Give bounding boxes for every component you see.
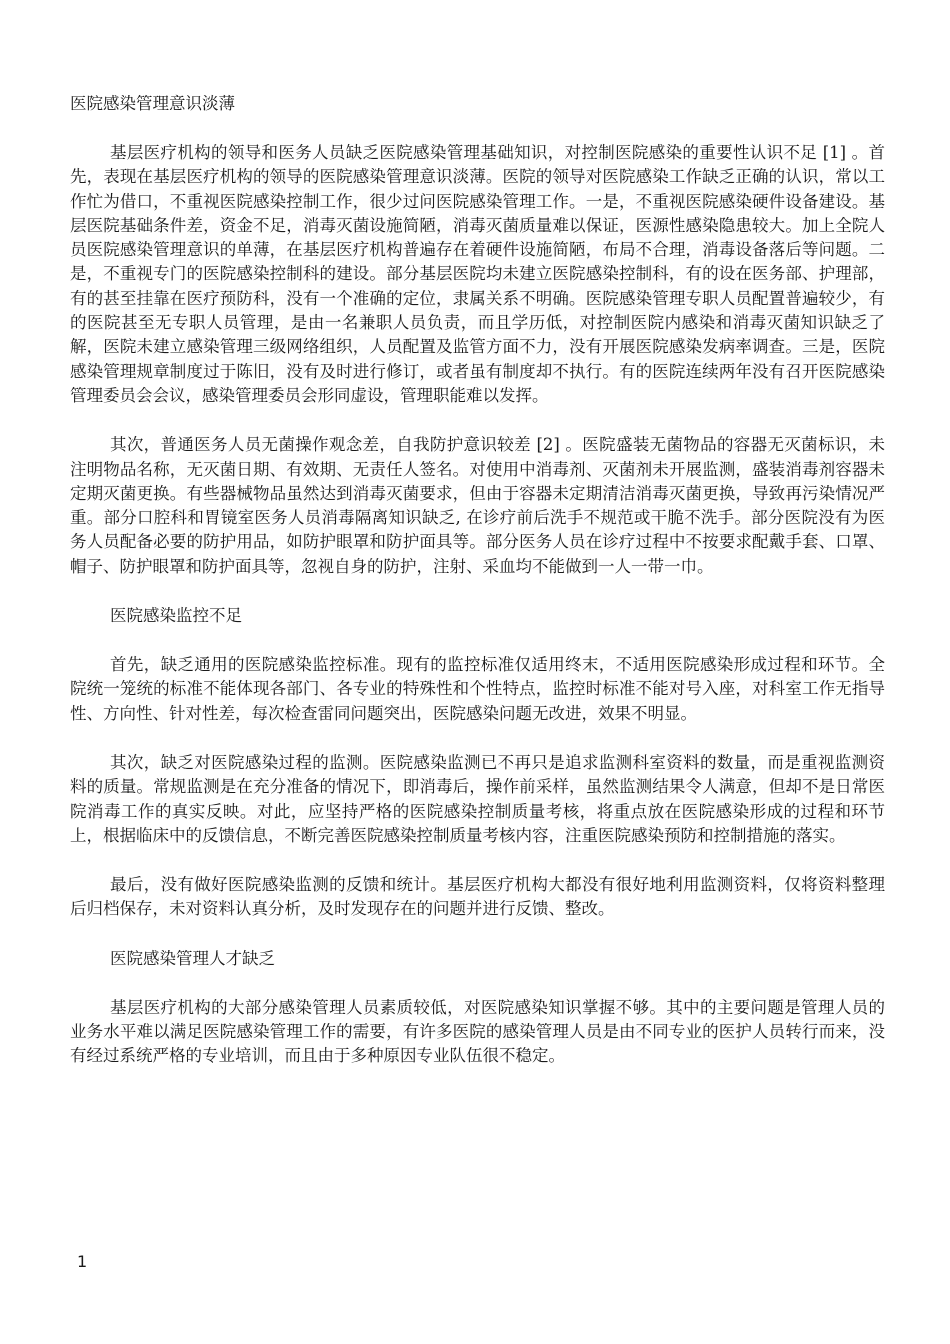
paragraph: 其次，普通医务人员无菌操作观念差，自我防护意识较差 [2] 。医院盛装无菌物品的容器无灭菌标识，未注明物品名称，无灭菌日期、有效期、无责任人签名。对使用中消毒剂、灭菌剂未开展监测，盛装消毒剂容器未定期灭菌更换。有些器械物品虽然达到消毒灭菌要求，但由于容器未定期清洁消毒灭菌更换，导致再污染情况严重。部分口腔科和胃镜室医务人员消毒隔离知识缺乏, 在诊疗前后洗手不规范或干脆不洗手。部分医院没有为医务人员配备必要的防护用品，如防护眼罩和防护面具等。部分医务人员在诊疗过程中不按要求配戴手套、口罩、帽子、防护眼罩和防护面具等，忽视自身的防护，注射、采血均不能做到一人一带一巾。 [70, 435, 885, 576]
section-heading: 医院感染管理人才缺乏 [110, 948, 275, 968]
paragraph: 首先，缺乏通用的医院感染监控标准。现有的监控标准仅适用终末，不适用医院感染形成过程和环节。全院统一笼统的标准不能体现各部门、各专业的特殊性和个性特点，监控时标准不能对号入座，对科室工作无指导性、方向性、针对性差，每次检查雷同问题突出，医院感染问题无改进，效果不明显。 [70, 655, 885, 723]
paragraph: 最后，没有做好医院感染监测的反馈和统计。基层医疗机构大都没有很好地利用监测资料，仅将资料整理后归档保存，未对资料认真分析，及时发现存在的问题并进行反馈、整改。 [70, 875, 885, 919]
section-heading: 医院感染管理意识淡薄 [70, 94, 235, 113]
paragraph: 基层医疗机构的大部分感染管理人员素质较低，对医院感染知识掌握不够。其中的主要问题是管理人员的业务水平难以满足医院感染管理工作的需要，有许多医院的感染管理人员是由不同专业的医护人员转行而来，没有经过系统严格的专业培训，而且由于多种原因专业队伍很不稳定。 [70, 997, 885, 1066]
document-page [70, 92, 885, 1094]
page-number: 1 [77, 1252, 88, 1271]
paragraph: 其次，缺乏对医院感染过程的监测。医院感染监测已不再只是追求监测科室资料的数量，而是重视监测资料的质量。常规监测是在充分准备的情况下，即消毒后，操作前采样，虽然监测结果令人满意，但却不是日常医院消毒工作的真实反映。对此，应坚持严格的医院感染控制质量考核，将重点放在医院感染形成的过程和环节上，根据临床中的反馈信息，不断完善医院感染控制质量考核内容，注重医院感染预防和控制措施的落实。 [70, 752, 885, 845]
paragraph: 基层医疗机构的领导和医务人员缺乏医院感染管理基础知识，对控制医院感染的重要性认识不足 [1] 。首先，表现在基层医疗机构的领导的医院感染管理意识淡薄。医院的领导对医院感染工作缺乏正确的认识，常以工作忙为借口，不重视医院感染控制工作，很少过问医院感染管理工作。一是，不重视医院感染硬件设备建设。基层医院基础条件差，资金不足，消毒灭菌设施简陋，消毒灭菌质量难以保证，医源性感染隐患较大。加上全院人员医院感染管理意识的单薄，在基层医疗机构普遍存在着硬件设施简陋，布局不合理，消毒设备落后等问题。二是，不重视专门的医院感染控制科的建设。部分基层医院均未建立医院感染控制科，有的设在医务部、护理部，有的甚至挂靠在医疗预防科，没有一个准确的定位，隶属关系不明确。医院感染管理专职人员配置普遍较少，有的医院甚至无专职人员管理，是由一名兼职人员负责，而且学历低，对控制医院内感染和消毒灭菌知识缺乏了解，医院未建立感染管理三级网络组织，人员配置及监管方面不力，没有开展医院感染发病率调查。三是，医院感染管理规章制度过于陈旧，没有及时进行修订，或者虽有制度却不执行。有的医院连续两年没有召开医院感染管理委员会会议，感染管理委员会形同虚设，管理职能难以发挥。 [70, 143, 885, 405]
section-heading: 医院感染监控不足 [110, 606, 242, 626]
